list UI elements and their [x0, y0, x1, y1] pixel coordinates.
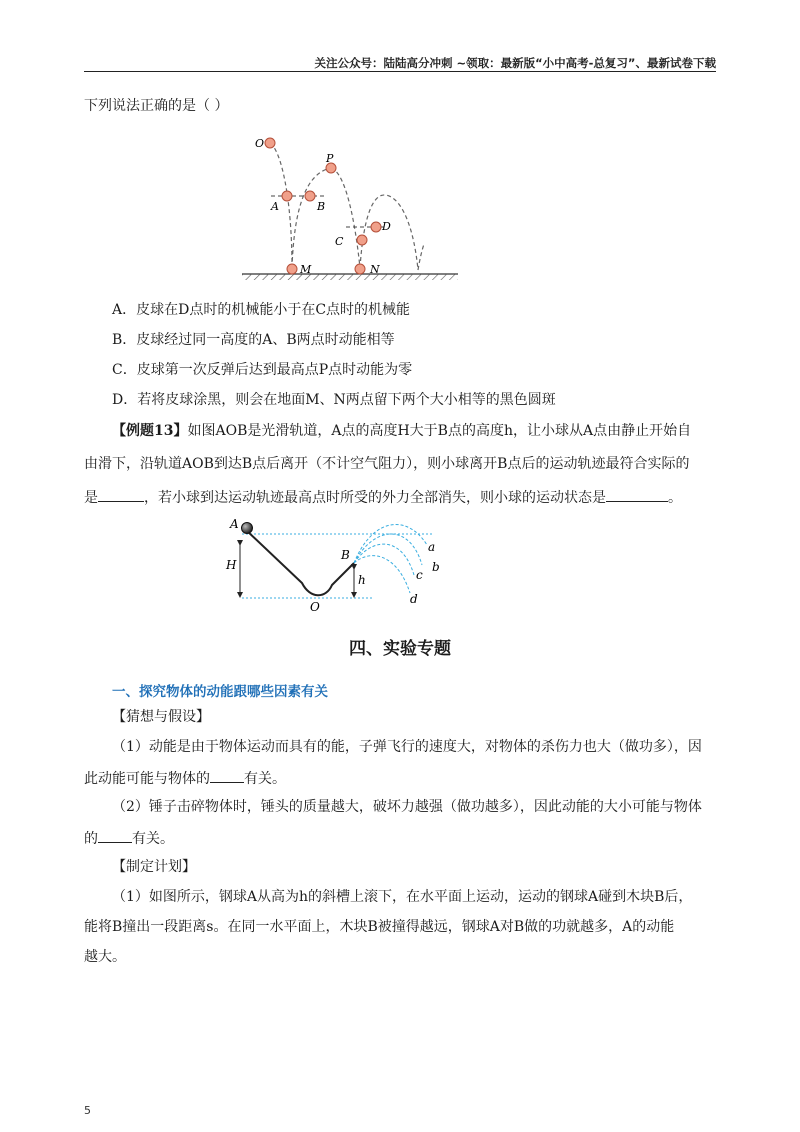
- ball-a: [282, 191, 292, 201]
- label-traj-a: a: [428, 540, 436, 554]
- label-m: M: [300, 263, 312, 276]
- guess2-text-a: 的: [84, 831, 98, 847]
- example13-text3a: 是: [84, 490, 98, 506]
- guess2-line1: （2）锤子击碎物体时，锤头的质量越大，破坏力越强（做功越多），因此动能的大小可能与物体: [112, 799, 702, 815]
- plan1-line1: （1）如图所示，钢球A从高为h的斜槽上滚下，在水平面上运动，运动的钢球A碰到木块B后，: [112, 889, 693, 905]
- ground-hatch: [242, 274, 458, 280]
- example13-text3b: ，若小球到达运动轨迹最高点时所受的外力全部消失，则小球的运动状态是: [144, 490, 606, 506]
- label-b2: B: [341, 548, 350, 562]
- example13-line1: [112, 421, 691, 441]
- label-traj-b: b: [432, 560, 440, 574]
- question-intro: 下列说法正确的是（ ）: [84, 98, 229, 114]
- page-header: 关注公众号：陆陆高分冲刺 ~领取：最新版“小中高考-总复习”、最新试卷下载: [314, 56, 716, 70]
- label-a: A: [271, 200, 279, 213]
- label-b: B: [317, 200, 326, 213]
- track-aob-figure: [222, 513, 452, 615]
- label-p: P: [326, 152, 334, 165]
- guess1-line2: [84, 768, 286, 789]
- ball-d: [371, 222, 381, 232]
- example13-text3c: 。: [668, 490, 682, 506]
- guess2-line2: [84, 828, 174, 849]
- bouncing-ball-figure: [236, 128, 466, 284]
- ball-c: [357, 235, 367, 245]
- label-o2: O: [310, 600, 320, 614]
- ball-at-a: [242, 523, 253, 534]
- label-d: D: [382, 220, 391, 233]
- subtitle: 一、探究物体的动能跟哪些因素有关: [112, 684, 328, 700]
- guess2-text-b: 有关。: [132, 831, 174, 847]
- plan1-line2: 能将B撞出一段距离s。在同一水平面上，木块B被撞得越远，钢球A对B做的功就越多，A的动能: [84, 919, 675, 935]
- guess-heading: 【猜想与假设】: [112, 709, 210, 725]
- plan-heading: 【制定计划】: [112, 859, 196, 875]
- guess1-line1: （1）动能是由于物体运动而具有的能，子弹飞行的速度大，对物体的杀伤力也大（做功多），因: [112, 739, 702, 755]
- answer-blank-mass[interactable]: [98, 828, 132, 843]
- label-o: O: [255, 137, 265, 150]
- option-c: C．皮球第一次反弹后达到最高点P点时动能为零: [112, 362, 413, 378]
- option-b: B．皮球经过同一高度的A、B两点时动能相等: [112, 332, 395, 348]
- section-title: 四、实验专题: [349, 639, 451, 659]
- label-traj-c: c: [416, 568, 423, 582]
- example13-label: 【例题13】: [112, 423, 188, 439]
- label-big-h: H: [226, 558, 237, 572]
- ball-o: [265, 138, 275, 148]
- guess1-text-a: 此动能可能与物体的: [84, 771, 210, 787]
- option-a: A．皮球在D点时的机械能小于在C点时的机械能: [112, 302, 411, 318]
- option-d: D．若将皮球涂黑，则会在地面M、N两点留下两个大小相等的黑色圆斑: [112, 392, 556, 408]
- track-aob: [245, 529, 354, 595]
- answer-blank-speed[interactable]: [210, 768, 244, 783]
- header-rule: [84, 71, 716, 72]
- label-small-h: h: [358, 573, 366, 587]
- label-traj-d: d: [410, 592, 418, 606]
- example13-line3: [84, 487, 682, 508]
- ball-m: [287, 264, 297, 274]
- example13-line2: 由滑下，沿轨道AOB到达B点后离开（不计空气阻力），则小球离开B点后的运动轨迹最符合实际的: [84, 456, 690, 472]
- example13-text1: 如图AOB是光滑轨道，A点的高度H大于B点的高度h，让小球从A点由静止开始自: [187, 423, 692, 439]
- answer-blank-state[interactable]: [606, 487, 668, 502]
- ball-n: [355, 264, 365, 274]
- page-number: 5: [84, 1104, 91, 1117]
- label-a2: A: [230, 517, 239, 531]
- ball-b: [305, 191, 315, 201]
- label-n: N: [370, 263, 380, 276]
- ball-trajectory: [270, 143, 424, 270]
- label-c: C: [335, 235, 344, 248]
- answer-blank-trajectory[interactable]: [98, 487, 144, 502]
- guess1-text-b: 有关。: [244, 771, 286, 787]
- plan1-line3: 越大。: [84, 949, 126, 965]
